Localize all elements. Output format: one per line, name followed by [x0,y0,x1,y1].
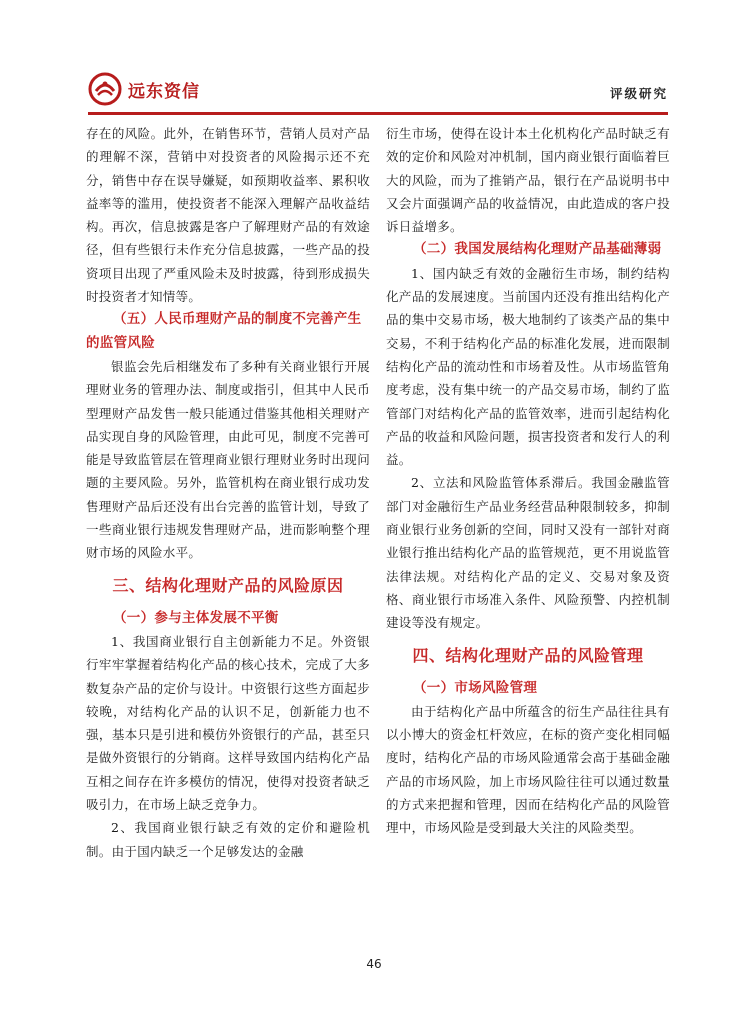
section-heading: 四、结构化理财产品的风险管理 [412,645,644,665]
page-header [88,70,668,115]
section-tag: 评级研究 [609,86,668,101]
subsection-heading: （一）市场风险管理 [413,679,538,696]
paragraph: 1、我国商业银行自主创新能力不足。外资银行牢牢掌握着结构化产品的核心技术，完成了大多数复杂产品的定价与设计。中资银行这些方面起步较晚，对结构化产品的认识不足，创新能力也不强，基本只是引进和模仿外资银行的产品，甚至只是做外资银行的分销商。这样导致国内结构化产品互相之间存在许多模仿的情况，使得对投资者缺乏吸引力，在市场上缺乏竞争力。 [86,633,370,813]
page-number: 46 [366,957,382,971]
right-column [386,122,670,840]
paragraph: 存在的风险。此外，在销售环节，营销人员对产品的理解不深，营销中对投资者的风险揭示还不充分，销售中存在误导嫌疑，如预期收益率、累积收益率等的滥用，使投资者不能深入理解产品收益结构。再次，信息披露是客户了解理财产品的有效途径，但有些银行未作充分信息披露，一些产品的投资项目出现了严重风险未及时披露，待到形成损失时投资者才知情等。 [86,126,370,305]
subsection-heading: （五）人民币理财产品的制度不完善产生的监管风险 [86,311,362,351]
brand-logo [88,72,200,106]
subsection-heading: （一）参与主体发展不平衡 [113,609,279,626]
left-column [86,122,370,863]
section-heading: 三、结构化理财产品的风险原因 [112,575,344,595]
paragraph: 衍生市场，使得在设计本土化机构化产品时缺乏有效的定价和风险对冲机制，国内商业银行面临着巨大的风险，而为了推销产品，银行在产品说明书中又会片面强调产品的收益情况，由此造成的客户投诉日益增多。 [386,126,670,235]
logo-icon [88,72,122,106]
paragraph: 1、国内缺乏有效的金融衍生市场，制约结构化产品的发展速度。当前国内还没有推出结构化产品的集中交易市场，极大地制约了该类产品的集中交易，不利于结构化产品的标准化发展，进而限制结构化产品的流动性和市场着及性。从市场监管角度考虑，没有集中统一的产品交易市场，制约了监管部门对结构化产品的监管效率，进而引起结构化产品的收益和风险问题，损害投资者和发行人的利益。 [386,265,670,468]
paragraph: 银监会先后相继发布了多种有关商业银行开展理财业务的管理办法、制度或指引，但其中人民币型理财产品发售一般只能通过借鉴其他相关理财产品实现自身的风险管理，由此可见，制度不完善可能是导致监管层在管理商业银行理财业务时出现问题的主要风险。另外，监管机构在商业银行成功发售理财产品后还没有出台完善的监管计划，导致了一些商业银行违规发售理财产品，进而影响整个理财市场的风险水平。 [86,358,370,561]
paragraph: 2、我国商业银行缺乏有效的定价和避险机制。由于国内缺乏一个足够发达的金融 [86,820,370,859]
subsection-heading: （二）我国发展结构化理财产品基础薄弱 [413,241,662,258]
paragraph: 2、立法和风险监管体系滞后。我国金融监管部门对金融衍生产品业务经营品种限制较多，抑制商业银行业务创新的空间，同时又没有一部针对商业银行推出结构化产品的监管规范，更不用说监管法律法规。对结构化产品的定义、交易对象及资格、商业银行市场准入条件、风险预警、内控机制建设等没有规定。 [386,475,670,631]
paragraph: 由于结构化产品中所蕴含的衍生产品往往具有以小博大的资金杠杆效应，在标的资产变化相同幅度时，结构化产品的市场风险通常会高于基础金融产品的市场风险，加上市场风险往往可以通过数量的方式来把握和管理，因而在结构化产品的风险管理中，市场风险是受到最大关注的风险类型。 [386,703,670,836]
logo-text: 远东资信 [128,81,200,102]
